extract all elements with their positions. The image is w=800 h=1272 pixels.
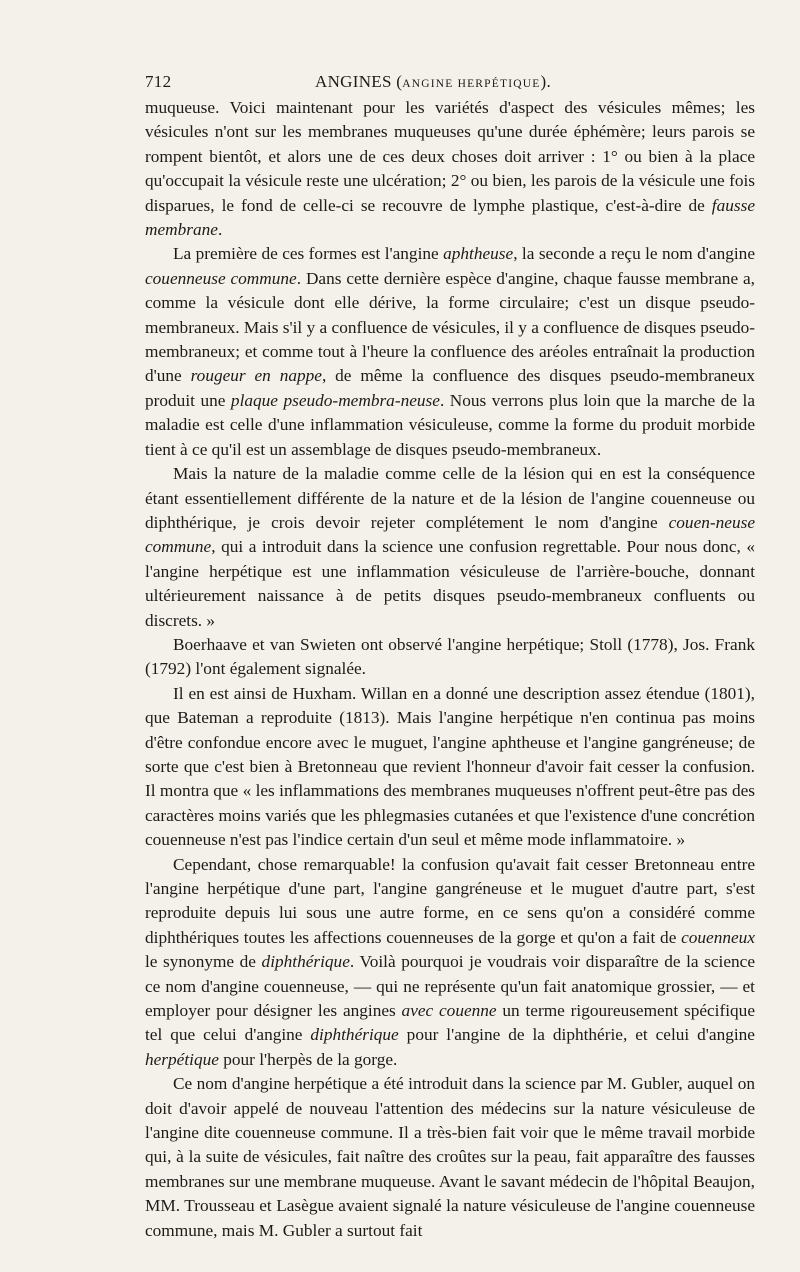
text-run: pour l'angine de la diphthérie, et celui d'angine [398,1025,755,1045]
text-run: pour l'herpès de la gorge. [218,1049,398,1069]
italic-text: fausse membrane [145,195,755,240]
text-run: le synonyme de [145,952,262,972]
text-run: , de même la confluence des disques pseudo-membraneux produit une [145,366,755,410]
text-run: . Nous verrons plus loin que la marche de la maladie est celle d'une inflammation vésiculeuse, comme la forme du produit morbide tient à ce qu'il est un assemblage de disques pseudo-membraneux. [145,390,756,459]
text-run: Il en est ainsi de Huxham. Willan en a donné une description assez étendue (1801), que Bateman a reproduite (1813). Mais l'angine herpétique n'en continua pas moins d'être confondue encore avec le muguet, l'angine aphtheuse et l'angine gangréneuse; de sorte que c'est bien à Bretonneau que revient l'honneur d'avoir fait cesser la confusion. Il montra que « les inflammations des membranes muqueuses n'offrent peut-être pas des caractères moins variés que les phlegmasies cutanées et que l'existence d'une concrétion couenneuse n'est pas l'indice certain d'un seul et même mode inflammatoire. » [145,683,755,850]
page-number: 712 [145,72,172,91]
paragraph [145,853,755,1073]
text-run: . Dans cette dernière espèce d'angine, chaque fausse membrane a, comme la vésicule dont elle dérive, la forme circulaire; c'est un disque pseudo-membraneux. Mais s'il y a confluence de vésicules, il y a confluence de disques pseudo-membraneux; et comme tout à l'heure la confluence des aréoles entraînait la production d'une [145,268,755,386]
text-run: muqueuse. Voici maintenant pour les variétés d'aspect des vésicules mêmes; les vésicules n'ont sur les membranes muqueuses qu'une durée éphémère; leurs parois se rompent bientôt, et alors une de ces deux choses doit arriver : 1° ou bien à la place qu'occupait la vésicule reste une ulcération; 2° ou bien, les parois de la vésicule une fois disparues, le fond de celle-ci se recouvre de lymphe plastique, c'est-à-dire de [145,98,755,215]
running-title-subtitle: ANGINE HERPÉTIQUE [402,78,541,90]
italic-text: diphthérique [261,952,350,972]
text-run: Mais la nature de la maladie comme celle de la lésion qui en est la conséquence étant essentiellement différente de la nature et de la lésion de l'angine couenneuse ou diphthérique, je crois devoir rejeter complétement le nom d'angine [145,464,755,532]
body-text [145,96,755,1243]
running-header [145,72,755,96]
italic-text: couenneux [681,927,755,947]
running-title [315,72,551,92]
text-run: , la seconde a reçu le nom d'angine [513,244,755,264]
text-run: Cependant, chose remarquable! la confusion qu'avait fait cesser Bretonneau entre l'angine herpétique d'une part, l'angine gangréneuse et le muguet d'autre part, s'est reproduite depuis lui sous une autre forme, en ce sens qu'on a considéré comme diphthériques toutes les affections couenneuses de la gorge et qu'on a fait de [145,854,755,947]
text-run: . [217,220,223,240]
italic-text: couen-neuse commune [145,512,755,557]
text-run: un terme rigoureusement spécifique tel que celui d'angine [145,1001,755,1045]
italic-text: rougeur en nappe [190,366,322,386]
italic-text: aphtheuse [443,244,514,264]
paragraph [145,462,755,633]
paragraph [145,1072,755,1243]
italic-text: diphthérique [310,1025,399,1045]
text-run: . Voilà pourquoi je voudrais voir disparaître de la science ce nom d'angine couenneuse, — qui ne représente qu'un fait anatomique grossier, — et employer pour désigner les angines [145,952,755,1021]
paragraph [145,242,755,462]
italic-text: plaque pseudo-membra-neuse [230,390,440,410]
italic-text: avec couenne [401,1001,497,1021]
italic-text: herpétique [145,1049,219,1069]
running-title-end: ). [540,72,551,91]
running-title-main: ANGINES ( [315,72,403,91]
text-run: , qui a introduit dans la science une confusion regrettable. Pour nous donc, « l'angine herpétique est une inflammation vésiculeuse de l'arrière-bouche, donnant ultérieurement naissance à de petits disques pseudo-membraneux confluents ou discrets. » [145,537,755,630]
italic-text: couenneuse commune [145,268,297,288]
paragraph [145,96,755,242]
paragraph [145,682,755,853]
text-run: Boerhaave et van Swieten ont observé l'angine herpétique; Stoll (1778), Jos. Frank (1792) l'ont également signalée. [145,634,755,679]
text-run: La première de ces formes est l'angine [173,244,444,264]
text-run: Ce nom d'angine herpétique a été introduit dans la science par M. Gubler, auquel on doit d'avoir appelé de nouveau l'attention des médecins sur la nature vésiculeuse de l'angine dite couenneuse commune. Il a très-bien fait voir que le même travail morbide qui, à la suite de vésicules, fait naître des croûtes sur la peau, fait apparaître des fausses membranes sur une membrane muqueuse. Avant le savant médecin de l'hôpital Beaujon, MM. Trousseau et Lasègue avaient signalé la nature vésiculeuse de l'angine couenneuse commune, mais M. Gubler a surtout fait [145,1074,755,1240]
paragraph [145,633,755,682]
